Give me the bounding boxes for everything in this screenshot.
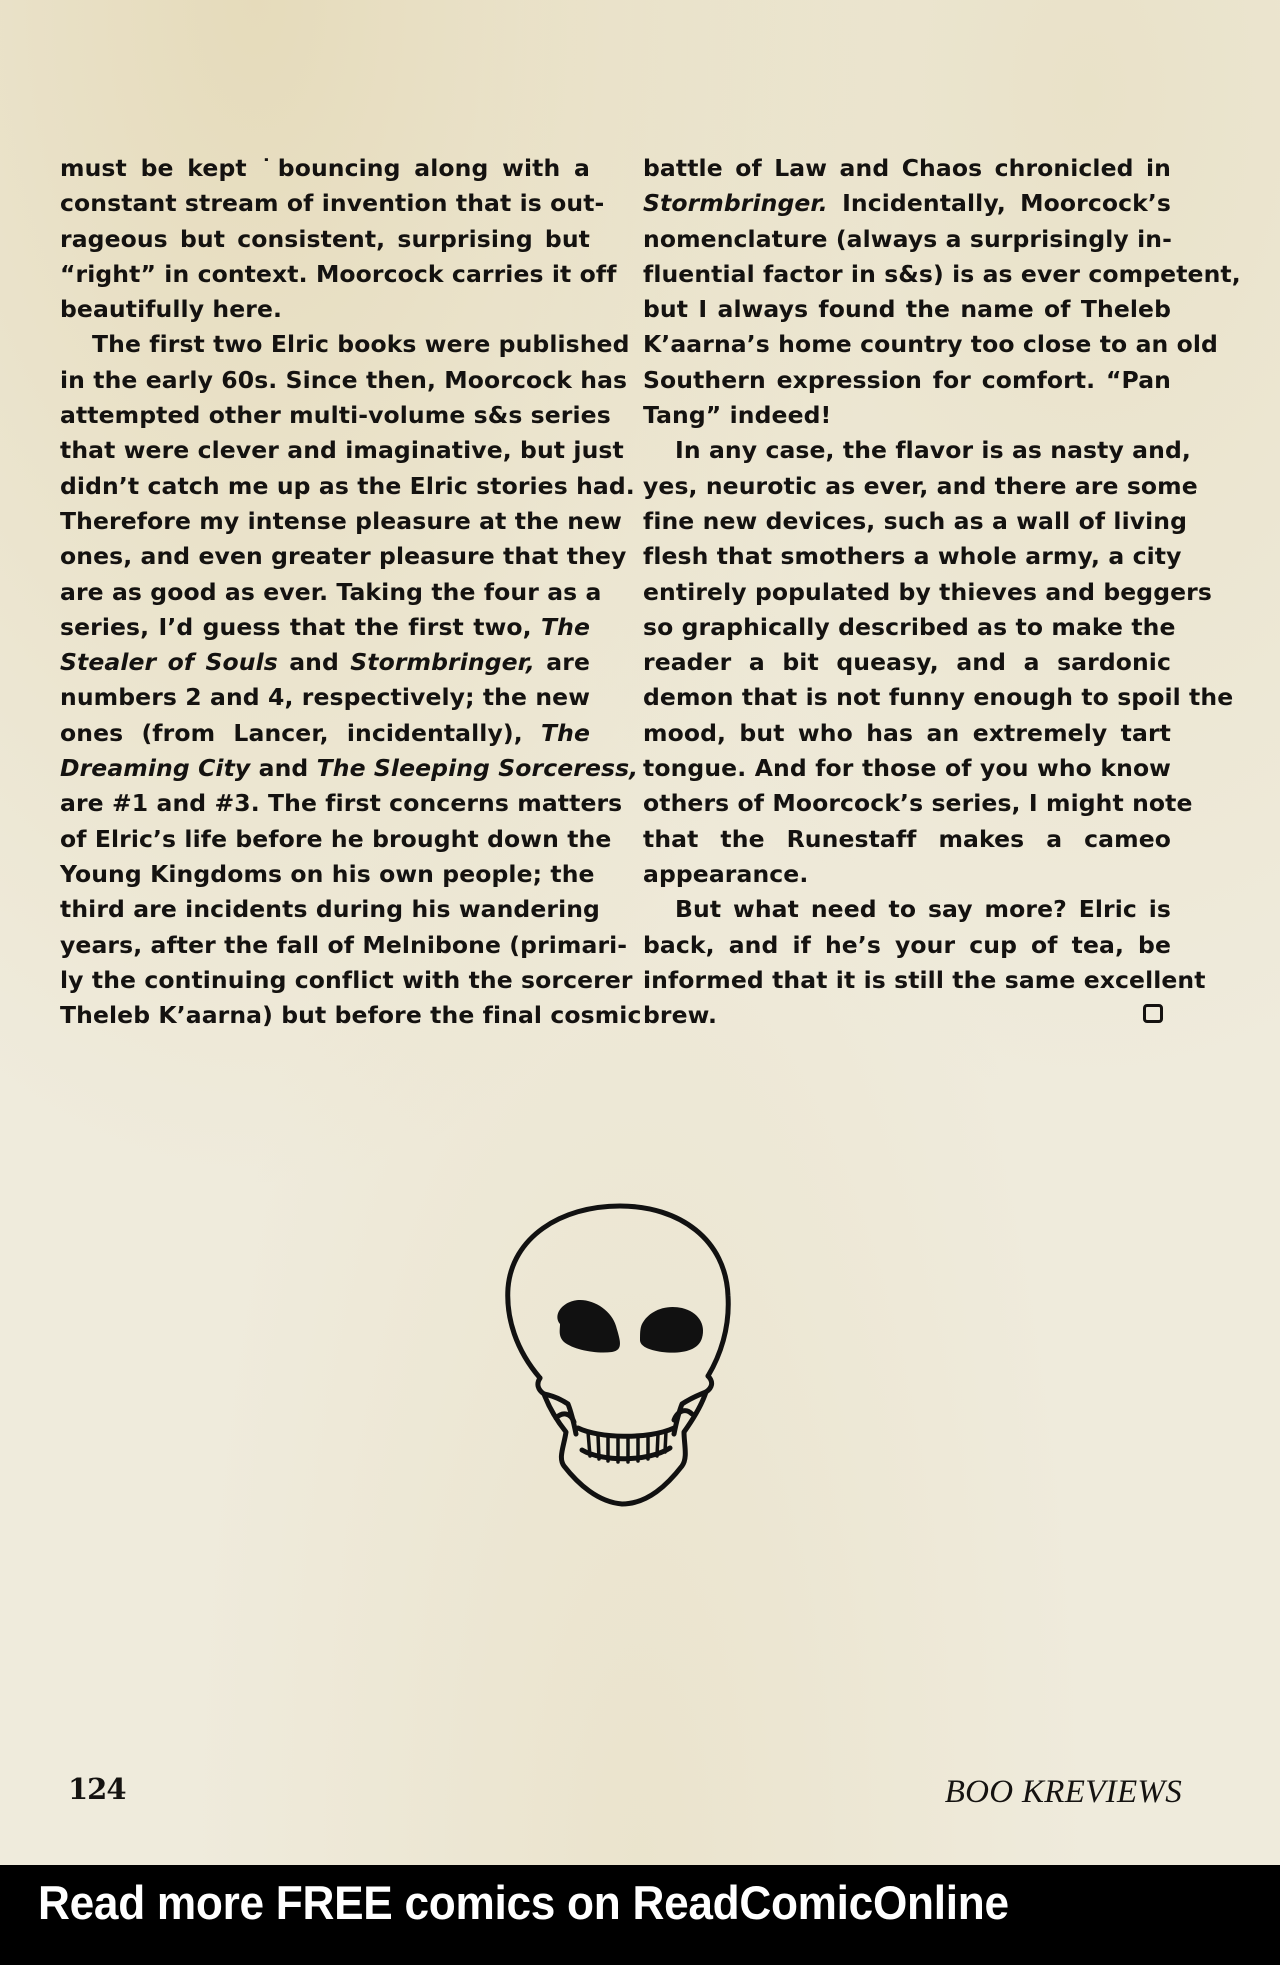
text-segment: series, I’d guess that the first two, [60,612,541,641]
text-segment: flesh that smothers a whole army, a city [643,542,1182,571]
text-line [60,751,639,786]
text-segment: constant stream of invention that is out- [60,189,605,218]
text-line [60,504,622,539]
text-line [643,751,1171,786]
text-segment: but I always found the name of Theleb [643,295,1171,324]
text-segment: and [250,754,317,783]
text-line [60,857,595,892]
text-line [60,716,590,751]
text-line [643,610,1176,645]
text-segment: Incidentally, Moorcock’s [827,189,1171,218]
text-line [643,928,1171,963]
text-segment: rageous but consistent, surprising but [60,224,590,253]
italic-title: The [541,718,590,747]
text-segment: tongue. And for those of you who know [643,754,1171,783]
text-segment: and [277,648,351,677]
text-segment: mood, but who has an extremely tart [643,718,1171,747]
text-segment: are as good as ever. Taking the four as a [60,577,602,606]
italic-title: Stormbringer. [643,189,828,218]
text-line [60,610,590,645]
text-segment: of Elric’s life before he brought down the [60,824,612,853]
text-line [643,292,1171,327]
text-segment: But what need to say more? Elric is [675,895,1171,924]
text-segment: ones, and even greater pleasure that they [60,542,627,571]
text-line [60,363,628,398]
text-line [60,892,600,927]
text-segment: back, and if he’s your cup of tea, be [643,930,1171,959]
text-line [643,222,1171,257]
text-segment: nomenclature (always a surprisingly in- [643,224,1172,253]
right-column [643,151,1241,1033]
text-line [60,645,590,680]
text-line [60,186,605,221]
text-line [643,539,1182,574]
text-segment: in the early 60s. Since then, Moorcock has [60,365,628,394]
text-segment: demon that is not funny enough to spoil the [643,683,1234,712]
text-segment: so graphically described as to make the [643,612,1176,641]
text-line [643,398,1171,433]
text-segment: numbers 2 and 4, respectively; the new [60,683,591,712]
italic-title: Stormbringer, [350,648,535,677]
promo-banner[interactable] [0,1865,1280,1965]
left-column [60,151,642,1033]
text-segment: years, after the fall of Melnibone (primari- [60,930,628,959]
text-line [60,575,602,610]
text-segment: Theleb K’aarna) but before the final cosmic [60,1001,642,1030]
text-segment: that were clever and imaginative, but just [60,436,624,465]
text-line [643,645,1171,680]
text-line [60,963,633,998]
text-segment: Southern expression for comfort. “Pan [643,365,1171,394]
text-segment: appearance. [643,859,809,888]
skull-illustration [498,1200,738,1512]
text-line [60,998,642,1033]
text-segment: ly the continuing conflict with the sorcerer [60,965,633,994]
italic-title: The Sleeping Sorceress, [316,754,639,783]
text-segment: K’aarna’s home country too close to an old [643,330,1218,359]
text-line [643,151,1171,186]
text-segment: reader a bit queasy, and a sardonic [643,648,1171,677]
text-segment: “right” in context. Moorcock carries it off [60,259,617,288]
text-line [60,822,612,857]
text-line [60,680,590,715]
text-line [643,469,1198,504]
text-segment: Young Kingdoms on his own people; the [60,859,595,888]
text-line [60,433,624,468]
promo-banner-text[interactable]: Read more FREE comics on ReadComicOnline [38,1876,1009,1929]
page-number: 124 [68,1772,126,1806]
text-line [643,363,1171,398]
running-head: BOO KREVIEWS [944,1774,1182,1810]
text-line [643,998,1171,1033]
text-line [643,257,1241,292]
text-line [643,186,1171,221]
text-segment: didn’t catch me up as the Elric stories had. [60,471,635,500]
text-line [60,786,623,821]
text-segment: In any case, the flavor is as nasty and, [675,436,1191,465]
text-line [643,327,1218,362]
text-segment: yes, neurotic as ever, and there are some [643,471,1198,500]
text-line [643,575,1212,610]
text-line [643,857,1171,892]
text-segment: The first two Elric books were published [92,330,630,359]
text-segment: brew. [643,1001,717,1030]
text-line [60,222,590,257]
text-segment: ones (from Lancer, incidentally), [60,718,541,747]
text-line [643,822,1171,857]
text-line [60,151,590,186]
text-segment: that the Runestaff makes a cameo [643,824,1171,853]
text-line [60,928,628,963]
text-segment: beautifully here. [60,295,283,324]
italic-title: Stealer of Souls [60,648,278,677]
text-segment: fluential factor in s&s) is as ever competent, [643,259,1241,288]
text-segment: battle of Law and Chaos chronicled in [643,154,1171,182]
text-line [643,433,1191,468]
text-segment: attempted other multi-volume s&s series [60,401,611,430]
text-segment: Therefore my intense pleasure at the new [60,506,622,535]
text-line [643,963,1206,998]
text-line [60,539,627,574]
text-segment: third are incidents during his wandering [60,895,600,924]
text-line [643,892,1171,927]
text-segment: fine new devices, such as a wall of living [643,506,1188,535]
text-line [60,398,611,433]
text-line [643,716,1171,751]
text-segment: entirely populated by thieves and beggers [643,577,1212,606]
italic-title: Dreaming City [60,754,251,783]
text-line [643,504,1188,539]
italic-title: The [541,612,590,641]
text-segment: informed that it is still the same excellent [643,965,1206,994]
text-line [643,786,1193,821]
text-segment: Tang” indeed! [643,401,832,430]
text-segment: others of Moorcock’s series, I might note [643,789,1193,818]
end-mark-icon [1143,1004,1163,1023]
text-line [60,469,635,504]
text-segment: are #1 and #3. The first concerns matters [60,789,623,818]
text-line [643,680,1234,715]
text-line [60,327,630,362]
text-segment: must be kept ˙bouncing along with a [60,154,590,182]
text-line [60,257,617,292]
text-segment: are [534,648,590,677]
text-line [60,292,590,327]
